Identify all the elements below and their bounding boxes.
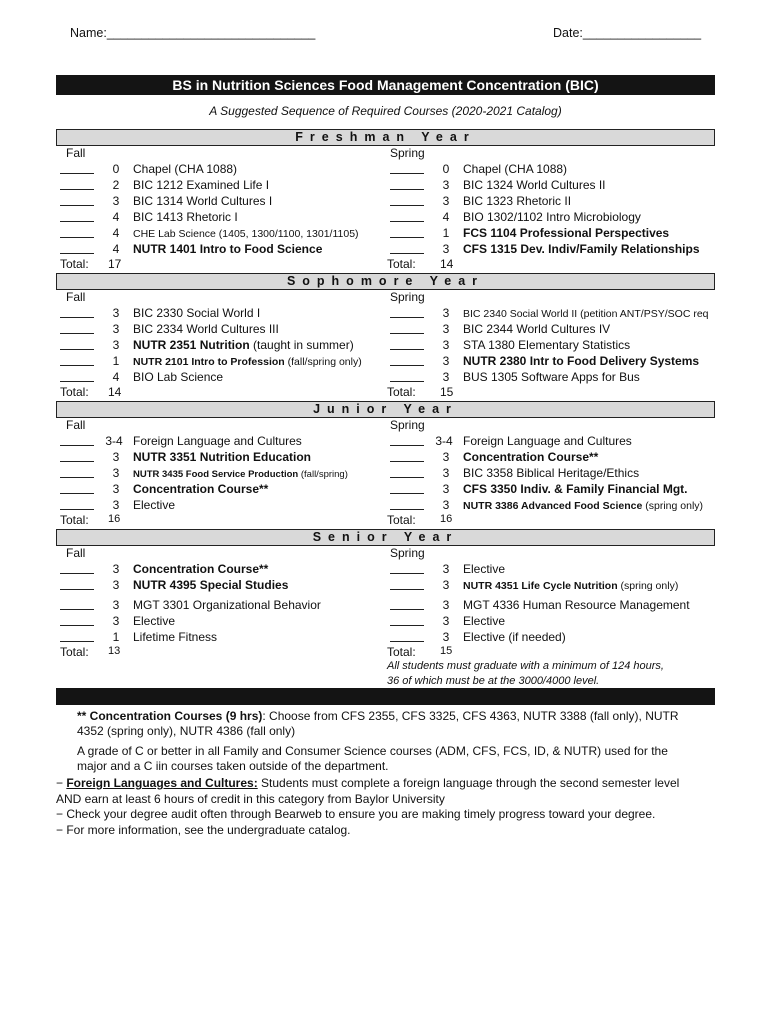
course-name — [133, 613, 175, 629]
credit-hours: 3 — [442, 466, 450, 480]
credit-hours: 3 — [442, 354, 450, 368]
course-title: BIC 1323 Rhetoric II — [463, 194, 572, 208]
checkoff-blank[interactable] — [60, 193, 94, 206]
credit-hours: 3 — [442, 178, 450, 192]
checkoff-blank[interactable] — [60, 433, 94, 446]
course-name — [133, 321, 279, 337]
course-row — [390, 433, 720, 449]
checkoff-blank[interactable] — [390, 629, 424, 642]
course-name — [463, 497, 703, 514]
course-row — [60, 177, 390, 193]
checkoff-blank[interactable] — [60, 353, 94, 366]
checkoff-blank[interactable] — [390, 337, 424, 350]
course-name — [463, 337, 630, 353]
course-row — [60, 577, 390, 593]
credit-hours: 3 — [442, 578, 450, 592]
catalog-note — [56, 822, 351, 838]
course-name — [463, 353, 699, 369]
course-title: Lifetime Fitness — [133, 630, 218, 644]
course-title: CHE Lab Science (1405, 1300/1100, 1301/1105) — [133, 228, 359, 240]
audit-note — [56, 806, 655, 822]
course-title: NUTR 3435 Food Service Production — [133, 469, 299, 480]
checkoff-blank[interactable] — [390, 353, 424, 366]
course-row — [390, 225, 720, 241]
course-title: Elective — [463, 562, 506, 576]
checkoff-blank[interactable] — [60, 305, 94, 318]
checkoff-blank[interactable] — [60, 613, 94, 626]
course-title: CFS 1315 Dev. Indiv/Family Relationships — [463, 242, 700, 256]
course-title: NUTR 2380 Intr to Food Delivery Systems — [463, 354, 700, 368]
fall-semester-label: Fall — [66, 418, 86, 432]
spring-total-label: Total: — [387, 645, 416, 659]
course-title: BIC 2334 World Cultures III — [133, 322, 279, 336]
credit-hours: 3 — [112, 598, 120, 612]
credit-hours: 4 — [442, 210, 450, 224]
fall-total-label: Total: — [60, 513, 89, 527]
course-name — [463, 561, 505, 577]
fall-semester-label: Fall — [66, 290, 86, 304]
course-name — [133, 241, 322, 257]
course-note: (spring only) — [617, 580, 679, 592]
course-title: STA 1380 Elementary Statistics — [463, 338, 631, 352]
course-title: CFS 3350 Indiv. & Family Financial Mgt. — [463, 482, 688, 496]
credit-hours: 1 — [112, 354, 120, 368]
spring-total-label: Total: — [387, 513, 416, 527]
credit-hours: 3 — [442, 338, 450, 352]
checkoff-blank[interactable] — [60, 497, 94, 510]
course-title: MGT 3301 Organizational Behavior — [133, 598, 321, 612]
course-title: Elective — [463, 614, 506, 628]
course-name — [133, 369, 223, 385]
credit-hours: 1 — [112, 630, 120, 644]
course-title: BIC 2340 Social World II (petition ANT/PSY/SOC req — [463, 308, 709, 320]
course-row — [390, 497, 720, 513]
fall-semester-label: Fall — [66, 546, 86, 560]
checkoff-blank[interactable] — [390, 193, 424, 206]
course-title: BIC 2330 Social World I — [133, 306, 261, 320]
credit-hours: 4 — [112, 370, 120, 384]
credit-hours: 3 — [112, 578, 120, 592]
checkoff-blank[interactable] — [60, 337, 94, 350]
checkoff-blank[interactable] — [390, 597, 424, 610]
course-row — [390, 629, 720, 645]
credit-hours: 3 — [442, 614, 450, 628]
course-row — [390, 337, 720, 353]
course-name — [133, 449, 311, 465]
year-heading: Sophomore Year — [56, 273, 715, 290]
course-row — [60, 433, 390, 449]
fall-total-value: 17 — [108, 257, 122, 271]
foreign-language-label: Foreign Languages and Cultures: — [66, 776, 258, 790]
course-row — [390, 369, 720, 385]
concentration-note-text: : Choose from CFS 2355, CFS 3325, CFS 4363, NUTR 3388 (fall only), NUTR — [262, 709, 679, 723]
course-row — [390, 193, 720, 209]
course-row — [390, 481, 720, 497]
course-title: BIC 1324 World Cultures II — [463, 178, 606, 192]
course-note: (fall/spring) — [298, 469, 348, 480]
page-subtitle: A Suggested Sequence of Required Courses (2020-2021 Catalog) — [209, 104, 562, 118]
course-note: (fall/spring only) — [284, 356, 362, 368]
course-title: BIC 2344 World Cultures IV — [463, 322, 611, 336]
spring-total-value: 14 — [440, 257, 454, 271]
course-row — [60, 353, 390, 369]
credit-hours: 4 — [112, 226, 120, 240]
checkoff-blank[interactable] — [60, 369, 94, 382]
course-name — [463, 369, 640, 385]
credit-hours: 3 — [112, 614, 120, 628]
checkoff-blank[interactable] — [60, 597, 94, 610]
fall-total-label: Total: — [60, 385, 89, 399]
course-row — [390, 465, 720, 481]
checkoff-blank[interactable] — [390, 177, 424, 190]
course-row — [60, 497, 390, 513]
name-field-label: Name:______________________________ — [70, 26, 316, 40]
course-name — [133, 577, 288, 593]
course-row — [60, 629, 390, 645]
course-row — [390, 241, 720, 257]
course-name — [463, 629, 566, 645]
fall-total-label: Total: — [60, 257, 89, 271]
page-title: BS in Nutrition Sciences Food Management Concentration (BIC) — [56, 75, 715, 95]
course-title: Concentration Course** — [133, 482, 269, 496]
concentration-note — [77, 708, 679, 724]
graduation-note-line-1: All students must graduate with a minimum of 124 hours, — [387, 660, 664, 672]
credit-hours: 3 — [112, 562, 120, 576]
bullet-dash: − — [56, 823, 67, 837]
fall-total-label: Total: — [60, 645, 89, 659]
course-row — [390, 577, 720, 593]
course-name — [463, 161, 567, 177]
course-row — [60, 597, 390, 613]
credit-hours: 0 — [112, 162, 120, 176]
credit-hours: 3 — [112, 194, 120, 208]
course-title: BIC 1314 World Cultures I — [133, 194, 273, 208]
course-name — [463, 481, 688, 497]
course-name — [133, 561, 268, 577]
credit-hours: 1 — [442, 226, 450, 240]
course-title: Chapel (CHA 1088) — [463, 162, 568, 176]
audit-note-text: Check your degree audit often through Bearweb to ensure you are making timely progress toward your degree. — [66, 807, 656, 821]
credit-hours: 0 — [442, 162, 450, 176]
course-row — [390, 613, 720, 629]
course-name — [463, 597, 690, 613]
checkoff-blank[interactable] — [60, 577, 94, 590]
course-row — [60, 225, 390, 241]
checkoff-blank[interactable] — [390, 433, 424, 446]
checkoff-blank[interactable] — [60, 561, 94, 574]
course-row — [60, 193, 390, 209]
spring-semester-label: Spring — [390, 146, 425, 160]
fall-total-value: 14 — [108, 385, 122, 399]
credit-hours: 3 — [442, 450, 450, 464]
course-name — [133, 225, 359, 242]
course-name — [463, 449, 598, 465]
spring-total-value: 16 — [440, 513, 453, 525]
fall-total-value: 16 — [108, 513, 121, 525]
course-title: Concentration Course** — [463, 450, 599, 464]
checkoff-blank[interactable] — [390, 241, 424, 254]
checkoff-blank[interactable] — [390, 161, 424, 174]
checkoff-blank[interactable] — [390, 497, 424, 510]
credit-hours: 3 — [442, 242, 450, 256]
credit-hours: 3 — [442, 498, 450, 512]
course-row — [60, 369, 390, 385]
credit-hours: 3 — [442, 598, 450, 612]
course-name — [133, 353, 362, 370]
course-name — [463, 209, 641, 225]
course-title: Foreign Language and Cultures — [463, 434, 632, 448]
credit-hours: 3 — [442, 370, 450, 384]
credit-hours: 3-4 — [105, 434, 123, 448]
course-title: BIC 1413 Rhetoric I — [133, 210, 238, 224]
course-title: BUS 1305 Software Apps for Bus — [463, 370, 640, 384]
course-row — [390, 561, 720, 577]
course-title: NUTR 4351 Life Cycle Nutrition — [463, 580, 618, 592]
course-name — [133, 497, 175, 513]
grade-note: A grade of C or better in all Family and Consumer Science courses (ADM, CFS, FCS, ID, & NUTR) used for the — [77, 744, 668, 758]
course-row — [60, 337, 390, 353]
checkoff-blank[interactable] — [60, 209, 94, 222]
course-title: Chapel (CHA 1088) — [133, 162, 238, 176]
grade-note-cont: major and a C iin courses taken outside of the department. — [77, 759, 389, 773]
checkoff-blank[interactable] — [60, 321, 94, 334]
course-row — [390, 177, 720, 193]
credit-hours: 4 — [112, 242, 120, 256]
credit-hours: 3 — [112, 498, 120, 512]
course-row — [390, 209, 720, 225]
course-name — [463, 241, 700, 257]
credit-hours: 3 — [442, 482, 450, 496]
course-row — [60, 465, 390, 481]
course-title: BIO Lab Science — [133, 370, 224, 384]
course-title: NUTR 1401 Intro to Food Science — [133, 242, 323, 256]
fall-semester-label: Fall — [66, 146, 86, 160]
spring-total-value: 15 — [440, 645, 453, 657]
course-name — [463, 193, 571, 209]
course-row — [60, 209, 390, 225]
course-name — [133, 481, 268, 497]
credit-hours: 3 — [112, 338, 120, 352]
checkoff-blank[interactable] — [60, 449, 94, 462]
course-name — [463, 321, 610, 337]
credit-hours: 3 — [442, 322, 450, 336]
checkoff-blank[interactable] — [390, 449, 424, 462]
spring-semester-label: Spring — [390, 290, 425, 304]
course-title: NUTR 3351 Nutrition Education — [133, 450, 312, 464]
concentration-note-cont: 4352 (spring only), NUTR 4386 (fall only) — [77, 724, 296, 738]
checkoff-blank[interactable] — [390, 561, 424, 574]
credit-hours: 3-4 — [435, 434, 453, 448]
course-title: BIC 1212 Examined Life I — [133, 178, 270, 192]
checkoff-blank[interactable] — [390, 481, 424, 494]
credit-hours: 3 — [442, 562, 450, 576]
course-row — [60, 613, 390, 629]
course-row — [60, 321, 390, 337]
course-name — [133, 209, 238, 225]
course-note: (taught in summer) — [249, 338, 354, 352]
fall-total-value: 13 — [108, 645, 121, 657]
credit-hours: 4 — [112, 210, 120, 224]
course-name — [133, 305, 260, 321]
spring-total-label: Total: — [387, 257, 416, 271]
bullet-dash: − — [56, 807, 67, 821]
checkoff-blank[interactable] — [60, 629, 94, 642]
spring-semester-label: Spring — [390, 546, 425, 560]
bullet-dash: − — [56, 776, 67, 790]
course-title: NUTR 2101 Intro to Profession — [133, 356, 285, 368]
course-row — [390, 449, 720, 465]
checkoff-blank[interactable] — [390, 613, 424, 626]
course-name — [133, 433, 302, 449]
spring-semester-label: Spring — [390, 418, 425, 432]
year-heading: Senior Year — [56, 529, 715, 546]
checkoff-blank[interactable] — [60, 481, 94, 494]
credit-hours: 3 — [442, 306, 450, 320]
catalog-note-text: For more information, see the undergraduate catalog. — [66, 823, 351, 837]
course-title: Concentration Course** — [133, 562, 269, 576]
course-row — [60, 561, 390, 577]
course-name — [133, 597, 321, 613]
course-row — [390, 321, 720, 337]
course-title: Foreign Language and Cultures — [133, 434, 302, 448]
course-name — [133, 177, 269, 193]
course-row — [60, 305, 390, 321]
checkoff-blank[interactable] — [390, 577, 424, 590]
spring-total-label: Total: — [387, 385, 416, 399]
course-name — [133, 193, 272, 209]
course-name — [133, 629, 217, 645]
checkoff-blank[interactable] — [390, 209, 424, 222]
course-row — [390, 597, 720, 613]
course-row — [390, 161, 720, 177]
course-title: MGT 4336 Human Resource Management — [463, 598, 690, 612]
spring-total-value: 15 — [440, 385, 454, 399]
credit-hours: 3 — [112, 466, 120, 480]
divider-bar — [56, 688, 715, 705]
course-title: Elective — [133, 614, 176, 628]
course-name — [463, 225, 669, 241]
credit-hours: 3 — [112, 322, 120, 336]
year-heading: Junior Year — [56, 401, 715, 418]
checkoff-blank[interactable] — [390, 305, 424, 318]
foreign-language-note-cont: AND earn at least 6 hours of credit in this category from Baylor University — [56, 792, 445, 806]
course-title: BIC 3358 Biblical Heritage/Ethics — [463, 466, 640, 480]
course-row — [390, 305, 720, 321]
course-name — [133, 337, 354, 353]
credit-hours: 3 — [442, 194, 450, 208]
course-name — [463, 305, 709, 322]
year-heading: Freshman Year — [56, 129, 715, 146]
credit-hours: 2 — [112, 178, 120, 192]
checkoff-blank[interactable] — [60, 161, 94, 174]
credit-hours: 3 — [112, 482, 120, 496]
course-title: Elective (if needed) — [463, 630, 566, 644]
checkoff-blank[interactable] — [60, 465, 94, 478]
course-title: BIO 1302/1102 Intro Microbiology — [463, 210, 641, 224]
course-name — [463, 577, 678, 594]
checkoff-blank[interactable] — [390, 369, 424, 382]
foreign-language-note — [56, 775, 679, 791]
checkoff-blank[interactable] — [60, 241, 94, 254]
course-row — [60, 481, 390, 497]
date-field-label: Date:_________________ — [553, 26, 702, 40]
checkoff-blank[interactable] — [390, 321, 424, 334]
course-title: NUTR 2351 Nutrition — [133, 338, 250, 352]
course-row — [390, 353, 720, 369]
credit-hours: 3 — [112, 450, 120, 464]
checkoff-blank[interactable] — [390, 225, 424, 238]
course-note: (spring only) — [642, 500, 704, 512]
graduation-note-line-2: 36 of which must be at the 3000/4000 level. — [387, 675, 600, 687]
concentration-note-label: ** Concentration Courses (9 hrs) — [77, 709, 263, 723]
foreign-language-text: Students must complete a foreign language through the second semester level — [257, 776, 680, 790]
course-name — [463, 177, 606, 193]
credit-hours: 3 — [112, 306, 120, 320]
course-title: NUTR 4395 Special Studies — [133, 578, 289, 592]
course-name — [463, 613, 505, 629]
course-row — [60, 241, 390, 257]
checkoff-blank[interactable] — [60, 177, 94, 190]
course-name — [133, 161, 237, 177]
course-row — [60, 161, 390, 177]
credit-hours: 3 — [442, 630, 450, 644]
checkoff-blank[interactable] — [60, 225, 94, 238]
course-title: FCS 1104 Professional Perspectives — [463, 226, 670, 240]
course-row — [60, 449, 390, 465]
course-title: NUTR 3386 Advanced Food Science — [463, 500, 643, 512]
course-name — [463, 465, 639, 481]
checkoff-blank[interactable] — [390, 465, 424, 478]
course-name — [463, 433, 632, 449]
course-title: Elective — [133, 498, 176, 512]
